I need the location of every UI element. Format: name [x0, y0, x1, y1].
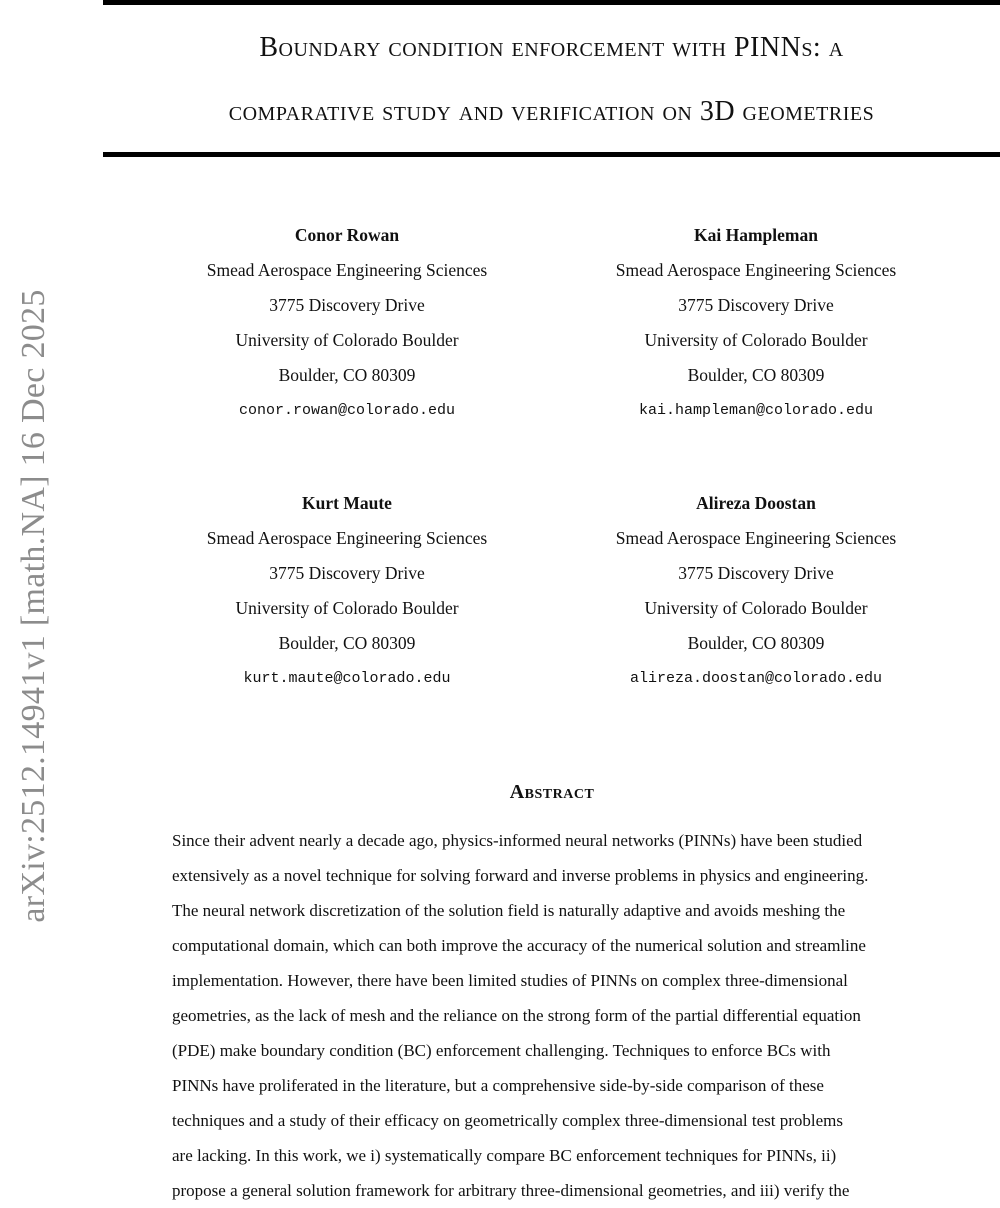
- author-block: [147, 486, 547, 696]
- abstract-heading: Abstract: [509, 781, 595, 803]
- paper-title-line-1: Boundary condition enforcement with PINNs: a: [259, 32, 844, 63]
- author-university: University of Colorado Boulder: [235, 598, 459, 618]
- abstract-line: (PDE) make boundary condition (BC) enforcement challenging. Techniques to enforce BCs with: [172, 1041, 831, 1060]
- abstract-line: PINNs have proliferated in the literature, but a comprehensive side-by-side comparison of these: [172, 1076, 824, 1095]
- author-department: Smead Aerospace Engineering Sciences: [206, 260, 488, 280]
- author-department: Smead Aerospace Engineering Sciences: [615, 528, 897, 548]
- author-department: Smead Aerospace Engineering Sciences: [615, 260, 897, 280]
- author-name: Kurt Maute: [302, 493, 392, 513]
- abstract-line: computational domain, which can both improve the accuracy of the numerical solution and streamline: [172, 936, 866, 955]
- author-block: [556, 486, 956, 696]
- title-bottom-rule: [103, 152, 1000, 157]
- author-email: kurt.maute@colorado.edu: [243, 670, 451, 687]
- author-department: Smead Aerospace Engineering Sciences: [206, 528, 488, 548]
- author-university: University of Colorado Boulder: [644, 598, 868, 618]
- arxiv-identifier: arXiv:2512.14941v1 [math.NA] 16 Dec 2025: [15, 289, 52, 923]
- title-top-rule: [103, 0, 1000, 5]
- author-email: kai.hampleman@colorado.edu: [638, 402, 874, 419]
- author-city: Boulder, CO 80309: [278, 365, 416, 385]
- abstract-line: propose a general solution framework for arbitrary three-dimensional geometries, and iii) verify the: [172, 1181, 850, 1200]
- author-block: [556, 218, 956, 428]
- author-name: Kai Hampleman: [694, 225, 818, 245]
- author-email: alireza.doostan@colorado.edu: [629, 670, 883, 687]
- abstract-line: techniques and a study of their efficacy on geometrically complex three-dimensional test problems: [172, 1111, 843, 1130]
- author-city: Boulder, CO 80309: [687, 365, 825, 385]
- author-street: 3775 Discovery Drive: [678, 563, 834, 583]
- author-university: University of Colorado Boulder: [235, 330, 459, 350]
- author-city: Boulder, CO 80309: [687, 633, 825, 653]
- author-name: Conor Rowan: [294, 225, 400, 245]
- author-university: University of Colorado Boulder: [644, 330, 868, 350]
- abstract-line: geometries, as the lack of mesh and the reliance on the strong form of the partial differential equation: [172, 1006, 861, 1025]
- abstract-line: implementation. However, there have been limited studies of PINNs on complex three-dimensional: [172, 971, 848, 990]
- author-city: Boulder, CO 80309: [278, 633, 416, 653]
- author-block: [147, 218, 547, 428]
- author-street: 3775 Discovery Drive: [269, 563, 425, 583]
- author-email: conor.rowan@colorado.edu: [238, 402, 456, 419]
- author-name: Alireza Doostan: [696, 493, 816, 513]
- abstract-line: Since their advent nearly a decade ago, physics-informed neural networks (PINNs) have been studied: [172, 831, 863, 850]
- abstract-line: extensively as a novel technique for solving forward and inverse problems in physics and engineering.: [172, 866, 869, 885]
- abstract-line: are lacking. In this work, we i) systematically compare BC enforcement techniques for PINNs, ii): [172, 1146, 837, 1165]
- author-street: 3775 Discovery Drive: [678, 295, 834, 315]
- abstract-line: The neural network discretization of the solution field is naturally adaptive and avoids meshing the: [172, 901, 846, 920]
- author-street: 3775 Discovery Drive: [269, 295, 425, 315]
- paper-title-line-2: comparative study and verification on 3D geometries: [228, 96, 875, 127]
- abstract-body: [172, 823, 942, 1208]
